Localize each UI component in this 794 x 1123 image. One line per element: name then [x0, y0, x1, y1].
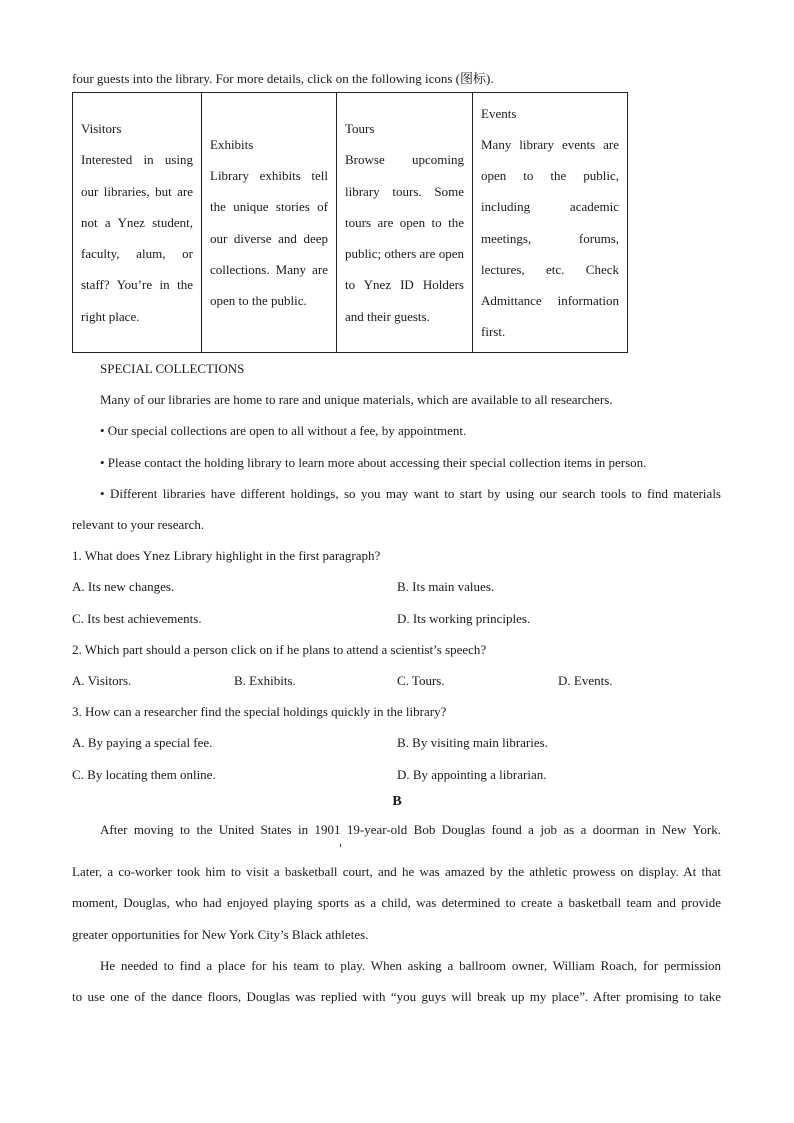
q1-option-c: C. Its best achievements.	[72, 611, 202, 626]
question-2: 2. Which part should a person click on if he plans to attend a scientist’s speech?	[72, 642, 487, 657]
tours-text: Browse upcoming library tours. Some tours are open to the public; others are open to Ynez ID Holders and their guests.	[345, 152, 464, 324]
passage-b-p2-line-1: He needed to find a place for his team to play. When asking a ballroom owner, William Roach, for permission	[100, 958, 721, 973]
q1-option-a: A. Its new changes.	[72, 579, 175, 594]
exhibits-text: Library exhibits tell the unique stories of our diverse and deep collections. Many are open to the public.	[210, 168, 328, 308]
passage-b-p1-line-2: Later, a co-worker took him to visit a basketball court, and he was amazed by the athletic prowess on display. At that	[72, 864, 721, 879]
tours-title: Tours	[345, 121, 375, 137]
special-bullet-3-line-2: relevant to your research.	[72, 517, 205, 532]
q2-option-c: C. Tours.	[397, 673, 445, 688]
section-b-label: B	[392, 794, 402, 809]
q2-option-d: D. Events.	[558, 673, 613, 688]
q3-option-b: B. By visiting main libraries.	[397, 735, 548, 750]
q3-option-c: C. By locating them online.	[72, 767, 216, 782]
q1-option-b: B. Its main values.	[397, 579, 495, 594]
events-cell[interactable]	[473, 93, 628, 353]
special-bullet-2: • Please contact the holding library to learn more about accessing their special collection items in person.	[100, 455, 647, 470]
intro-line: four guests into the library. For more details, click on the following icons (图标).	[72, 71, 494, 86]
events-text: Many library events are open to the public, including academic meetings, forums, lectures, etc. Check Admittance information first.	[481, 136, 619, 340]
special-intro: Many of our libraries are home to rare and unique materials, which are available to all researchers.	[100, 392, 613, 407]
q2-option-b: B. Exhibits.	[234, 673, 296, 688]
question-1: 1. What does Ynez Library highlight in the first paragraph?	[72, 548, 381, 563]
exhibits-cell[interactable]	[202, 93, 337, 353]
events-title: Events	[481, 105, 517, 121]
visitors-title: Visitors	[81, 121, 122, 137]
special-collections-heading: SPECIAL COLLECTIONS	[100, 361, 245, 376]
passage-b-p1-line-3: moment, Douglas, who had enjoyed playing sports as a child, was determined to create a basketball team and provide	[72, 895, 721, 910]
special-bullet-1: • Our special collections are open to all without a fee, by appointment.	[100, 423, 467, 438]
special-bullet-3-line-1: • Different libraries have different holdings, so you may want to start by using our search tools to find materials	[100, 486, 721, 501]
exhibits-title: Exhibits	[210, 136, 254, 152]
library-icons-table	[72, 92, 628, 353]
q2-option-a: A. Visitors.	[72, 673, 132, 688]
q3-option-d: D. By appointing a librarian.	[397, 767, 547, 782]
q3-option-a: A. By paying a special fee.	[72, 735, 213, 750]
q1-option-d: D. Its working principles.	[397, 611, 531, 626]
tours-cell[interactable]	[337, 93, 473, 353]
passage-b-p1-line-4: greater opportunities for New York City’s Black athletes.	[72, 927, 369, 942]
stray-mark	[340, 844, 341, 847]
visitors-text: Interested in using our libraries, but are not a Ynez student, faculty, alum, or staff? You’re in the right place.	[81, 152, 193, 324]
question-3: 3. How can a researcher find the special holdings quickly in the library?	[72, 704, 447, 719]
passage-b-p1-line-1: After moving to the United States in 1901 19-year-old Bob Douglas found a job as a doorman in New York.	[100, 822, 721, 837]
visitors-cell[interactable]	[73, 93, 202, 353]
passage-b-p2-line-2: to use one of the dance floors, Douglas was replied with “you guys will break up my place”. After promising to take	[72, 989, 721, 1004]
